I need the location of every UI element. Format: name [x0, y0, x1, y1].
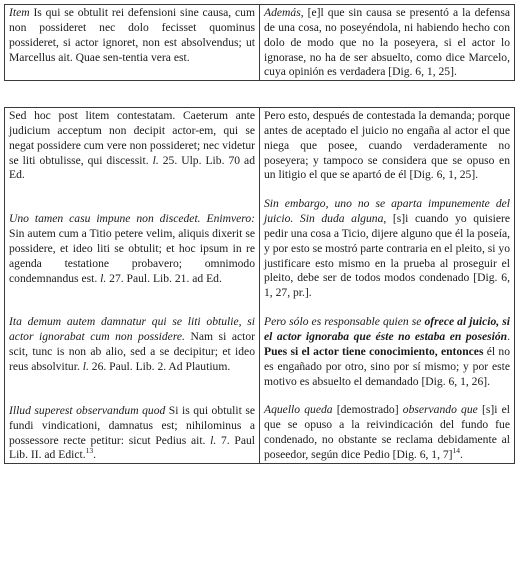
spanish-passage: Pero esto, después de contestada la demanda; porque antes de aceptado el juicio no engaña al actor el que niega que posee, cuando verdaderamente no poseyera; y tampoco se considera que se opuso en un litigio el que se apartó de él [Dig. 6, 1, 25]. — [264, 109, 510, 182]
spanish-cell — [260, 5, 515, 81]
spanish-passage: Pero sólo es responsable quien se ofrece al juicio, si el actor ignoraba que éste no estaba en posesión. Pues si el actor tiene conocimiento, entonces él no es engañado por otro, sino por sí mismo; y por este motivo es absuelto el demandado [Dig. 6, 1, 26]. — [264, 315, 511, 388]
latin-passage: Illud superest observandum quod Si is qui obtulit se fundi vindicationi, damnatus est; nihilominus a possessore recte petitur: sicut Pedius ait. l. 7. Paul Lib. II. ad Edict.$^{13}$. — [9, 403, 256, 462]
latin-cell — [5, 108, 260, 464]
latin-passage: Sed hoc post litem contestatam. Caeterum ante judicium acceptum non decipit actor-em, qui se negat possidere cum vere non possideret; nec videtur se liti obtulisse, qui discessit. l. 25. Ulp. Lib. 70 ad Ed. — [9, 109, 255, 182]
table-row — [5, 5, 515, 81]
parallel-text-table-main — [4, 107, 515, 464]
spanish-passage: Además, [e]l que sin causa se presentó a la defensa de una cosa, no poseyéndola, ni habiendo hecho con dolo de modo que no la poseyera, si el actor lo ignorase, no ha de ser absuelto, como dice Marcelo, cuya opinión es verdadera [Dig. 6, 1, 25]. — [264, 6, 510, 79]
latin-passage: Item Is qui se obtulit rei defensioni sine causa, cum non possideret nec dolo fecisset quominus possideret, si actor ignoret, non est absolvendus; ut Marcellus ait. Quae sen-tentia vera est. — [9, 6, 255, 64]
latin-passage: Ita demum autem damnatur qui se liti obtulie, si actor ignorabat cum non possidere. Nam si actor scit, tunc is non ab alio, sed a se decipitur; et ideo reus absolvitur. l. 26. Paul. Lib. 2. Ad Plautium. — [9, 315, 255, 373]
latin-passage: Uno tamen casu impune non discedet. Enimvero: Sin autem cum a Titio petere velim, aliquis dixerit se possidere, et ideo liti se obtulit; et hoc ipsum in re agenda testatione probavero; omnimodo condemnandus est. l. 27. Paul. Lib. 21. ad Ed. — [9, 212, 255, 285]
table-row — [5, 108, 515, 464]
latin-cell — [5, 5, 260, 81]
spanish-cell — [260, 108, 515, 464]
spanish-passage: Aquello queda [demostrado] observando que [s]i el que se opuso a la reivindicación del fundo fue condenado, no obstante se reclama debidamente al poseedor, según dice Pedio [Dig. 6, 1, 7]$^{14}$. — [264, 403, 510, 461]
parallel-text-table-top — [4, 4, 515, 81]
spanish-passage: Sin embargo, uno no se aparta impunemente del juicio. Sin duda alguna, [s]i cuando yo quisiere pedir una cosa a Ticio, dijere alguno que él la poseía, y por esto se mostró parte contraria en el pleito, si yo justificare esto mismo en la prueba al proseguir el pleito, debe ser de todos modos condenado [Dig. 6, 1, 27, pr.]. — [264, 197, 510, 300]
